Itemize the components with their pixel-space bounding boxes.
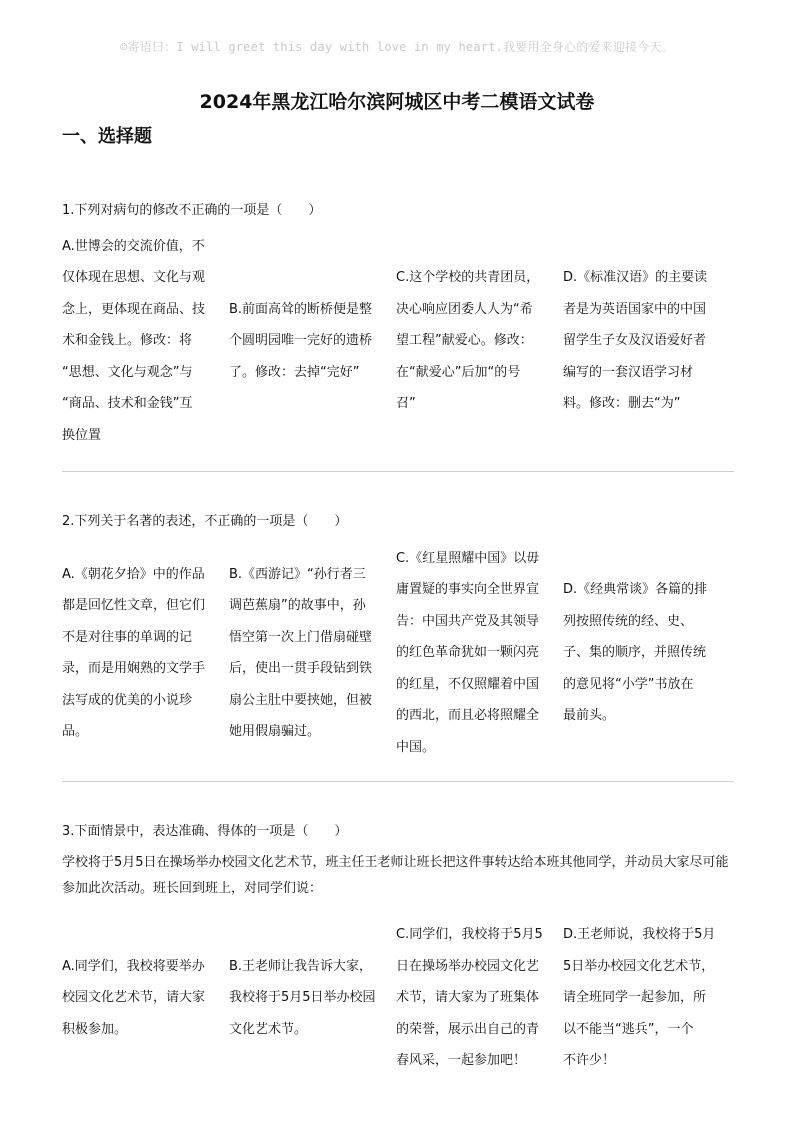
question-3-description: 学校将于5月5日在操场举办校园文化艺术节，班主任王老师让班长把这件事转达给本班其他同学，并动员大家尽可能参加此次活动。班长回到班上，对同学们说： <box>62 855 729 896</box>
option-text-line: 校园文化艺术节，请大家 <box>62 990 206 1006</box>
question-2-stem: 2.下列关于名著的表述，不正确的一项是（ ） <box>62 514 348 529</box>
question-2-option-c[interactable] <box>396 540 563 766</box>
option-text-line: B.《西游记》“孙行者三 <box>229 566 366 582</box>
option-text-line: 了。修改：去掉“完好” <box>229 364 360 380</box>
option-text-line: 文化艺术节。 <box>229 1021 308 1037</box>
question-3-option-b[interactable] <box>229 917 396 1079</box>
option-text-line: 调芭蕉扇”的故事中，孙 <box>229 598 366 613</box>
option-text-line: 都是回忆性文章，但它们 <box>62 598 206 613</box>
page-title: 2024年黑龙江哈尔滨阿城区中考二模语文试卷 <box>199 91 595 113</box>
option-text-line: B.前面高耸的断桥便是整 <box>229 301 373 317</box>
option-text-line: 最前头。 <box>563 708 616 724</box>
option-text-line: 召” <box>396 396 416 412</box>
question-1-option-a[interactable] <box>62 228 229 454</box>
option-text-line: 中国。 <box>396 739 436 755</box>
option-text-line: 5日举办校园文化艺术节， <box>563 958 715 974</box>
divider <box>62 471 734 472</box>
section-heading: 一、选择题 <box>62 126 152 147</box>
option-text-line: C.《红星照耀中国》以毋 <box>396 550 540 566</box>
option-text-line: D.王老师说，我校将于5月 <box>563 927 716 943</box>
option-text-line: 扇公主肚中要挟她，但被 <box>229 692 373 708</box>
option-text-line: 后，使出一贯手段钻到铁 <box>229 661 373 676</box>
option-text-line: C.这个学校的共青团员， <box>396 270 540 286</box>
option-text-line: C.同学们，我校将于5月5 <box>396 927 543 943</box>
option-text-line: 我校将于5月5日举办校园 <box>229 990 376 1006</box>
option-text-line: 留学生子女及汉语爱好者 <box>563 333 707 349</box>
option-text-line: 个圆明园唯一完好的遗桥 <box>229 333 373 349</box>
question-3-option-a[interactable] <box>62 917 229 1079</box>
option-text-line: 的红色革命犹如一颗闪亮 <box>396 645 540 661</box>
option-text-line: 告：中国共产党及其领导 <box>396 613 540 629</box>
question-2-option-b[interactable] <box>229 540 396 766</box>
question-3-options <box>62 917 732 1079</box>
option-text-line: 念上，更体现在商品、技 <box>62 301 206 317</box>
option-text-line: 料。修改：删去“为” <box>563 396 681 412</box>
option-text-line: 法写成的优美的小说珍 <box>62 692 193 708</box>
question-2-options <box>62 540 732 766</box>
option-text-line: “商品、技术和金钱”互 <box>62 396 193 412</box>
option-text-line: 术和金钱上。修改：将 <box>62 333 193 349</box>
option-text-line: 术节，请大家为了班集体 <box>396 990 540 1006</box>
option-text-line: 录，而是用娴熟的文学手 <box>62 661 206 676</box>
option-text-line: 不是对往事的单调的记 <box>62 629 193 645</box>
question-3-option-d[interactable] <box>563 917 730 1079</box>
option-text-line: 在“献爱心”后加“的号 <box>396 364 521 380</box>
option-text-line: 春风采，一起参加吧！ <box>396 1053 527 1069</box>
option-text-line: B.王老师让我告诉大家， <box>229 958 373 974</box>
question-1-stem: 1.下列对病句的修改不正确的一项是（ ） <box>62 203 322 218</box>
option-text-line: 者是为英语国家中的中国 <box>563 301 707 317</box>
option-text-line: D.《经典常谈》各篇的排 <box>563 582 708 598</box>
question-2-option-d[interactable] <box>563 540 730 766</box>
option-text-line: 的西北，而且必将照耀全 <box>396 708 540 724</box>
question-1-option-d[interactable] <box>563 228 730 454</box>
option-text-line: 日在操场举办校园文化艺 <box>396 958 540 974</box>
question-3-stem: 3.下面情景中，表达准确、得体的一项是（ ） <box>62 824 348 839</box>
divider <box>62 781 734 782</box>
option-text-line: 望工程”献爱心。修改： <box>396 333 533 349</box>
option-text-line: D.《标准汉语》的主要读 <box>563 270 708 286</box>
option-text-line: A.世博会的交流价值，不 <box>62 238 205 254</box>
option-text-line: 编写的一套汉语学习材 <box>563 364 694 380</box>
option-text-line: 的意见将“小学”书放在 <box>563 676 694 692</box>
question-1-options <box>62 228 732 454</box>
option-text-line: 她用假扇骗过。 <box>229 724 321 739</box>
question-1-option-b[interactable] <box>229 228 396 454</box>
option-text-line: 庸置疑的事实向全世界宣 <box>396 582 540 598</box>
option-text-line: 以不能当“逃兵”，一个 <box>563 1021 694 1037</box>
option-text-line: 的荣誉，展示出自己的青 <box>396 1021 540 1037</box>
option-text-line: 悟空第一次上门借扇碰壁 <box>229 629 373 645</box>
option-text-line: 列按照传统的经、史、 <box>563 613 694 629</box>
option-text-line: 换位置 <box>62 427 102 443</box>
option-text-line: A.《朝花夕拾》中的作品 <box>62 566 205 582</box>
option-text-line: 子、集的顺序，并照传统 <box>563 645 707 661</box>
option-text-line: 请全班同学一起参加，所 <box>563 990 707 1006</box>
header-motto: ☺寄语曰：I will greet this day with love in my heart.我要用全身心的爱来迎接今天。 <box>120 40 674 54</box>
question-3-option-c[interactable] <box>396 917 563 1079</box>
option-text-line: 的红星，不仅照耀着中国 <box>396 676 540 692</box>
question-2-option-a[interactable] <box>62 540 229 766</box>
option-text-line: 不许少！ <box>563 1053 616 1069</box>
question-1-option-c[interactable] <box>396 228 563 454</box>
option-text-line: 品。 <box>62 724 89 739</box>
option-text-line: A.同学们，我校将要举办 <box>62 958 205 974</box>
option-text-line: 积极参加。 <box>62 1021 128 1037</box>
option-text-line: “思想、文化与观念”与 <box>62 364 193 380</box>
option-text-line: 仅体现在思想、文化与观 <box>62 270 206 286</box>
option-text-line: 决心响应团委人人为“希 <box>396 301 533 317</box>
